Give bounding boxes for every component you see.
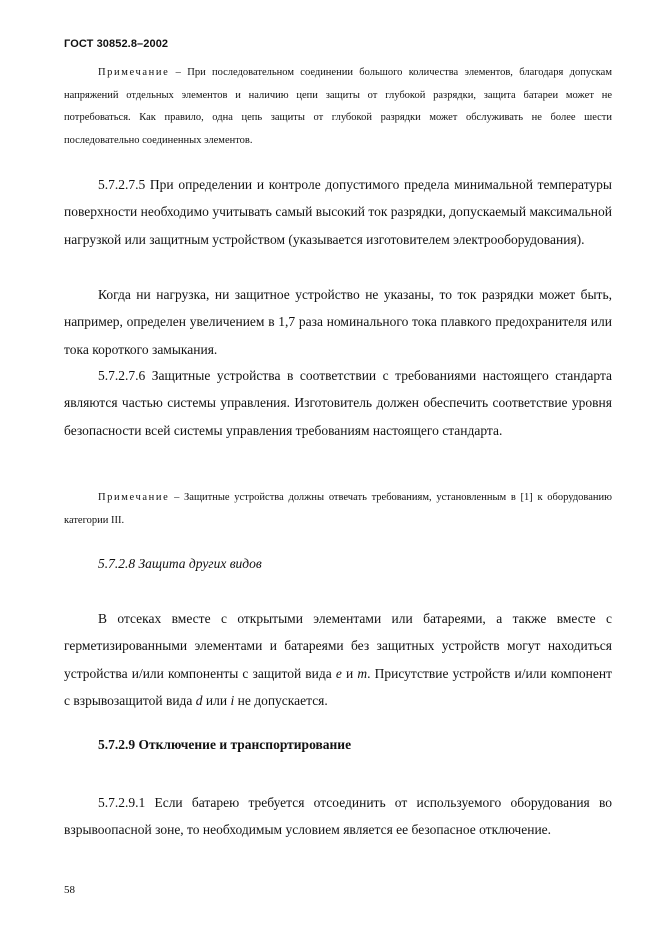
para-5-7-2-8-part2: . Присутствие устройств и/или компонент с взрывозащитой вида xyxy=(64,665,612,709)
paragraph-5-7-2-8 xyxy=(64,605,612,715)
protection-type-d: d xyxy=(195,693,203,709)
document-header: ГОСТ 30852.8–2002 xyxy=(64,38,169,50)
para-5-7-2-8-part1: В отсеках вместе с открытыми элементами или батареями, а также вместе с герметизированными элементами и батареями без защитных устройств могут находиться устройства и/или компоненты с защитой вида xyxy=(64,611,612,681)
paragraph-no-load: Когда ни нагрузка, ни защитное устройство не указаны, то ток разрядки может быть, например, определен увеличением в 1,7 раза номинального тока плавкого предохранителя или тока короткого замыкания. xyxy=(64,287,612,357)
note-1-label: Примечание xyxy=(98,67,170,78)
protection-type-i: i xyxy=(230,693,235,709)
para-5-7-2-8-part3: не допускается. xyxy=(234,693,328,709)
note-2-label: Примечание xyxy=(98,492,170,503)
note-1-text: – При последовательном соединении большого количества элементов, благодаря допускам напряжений отдельных элементов и наличию цепи защиты от глубокой разрядки, защита батареи может не потребоваться. Как правило, одна цепь защиты от глубокой разрядки может обслуживать не более шести последовательно соединенных элементов. xyxy=(64,67,612,146)
heading-5-7-2-9: 5.7.2.9 Отключение и транспортирование xyxy=(98,737,352,752)
paragraph-5-7-2-9-1: 5.7.2.9.1 Если батарею требуется отсоединить от используемого оборудования во взрывоопасной зоне, то необходимым условием является ее безопасное отключение. xyxy=(64,795,612,838)
protection-type-e: e xyxy=(335,665,342,681)
protection-type-m: m xyxy=(357,665,368,681)
note-2 xyxy=(64,487,612,532)
note-2-text: – Защитные устройства должны отвечать требованиям, установленным в [1] к оборудованию категории III. xyxy=(64,492,612,526)
para-5-7-2-8-and: и xyxy=(341,665,358,681)
paragraph-5-7-2-7-5: 5.7.2.7.5 При определении и контроле допустимого предела минимальной температуры поверхности необходимо учитывать самый высокий ток разрядки, допускаемый максимальной нагрузкой или защитным устройством (указывается изготовителем электрооборудования). xyxy=(64,177,612,247)
paragraph-5-7-2-7-6: 5.7.2.7.6 Защитные устройства в соответствии с требованиями настоящего стандарта являются частью системы управления. Изготовитель должен обеспечить соответствие уровня безопасности всей системы управления требованиям настоящего стандарта. xyxy=(64,368,612,438)
page-number: 58 xyxy=(64,884,75,896)
para-5-7-2-8-or: или xyxy=(202,693,231,709)
note-1 xyxy=(64,62,612,152)
heading-5-7-2-8: 5.7.2.8 Защита других видов xyxy=(98,556,262,571)
